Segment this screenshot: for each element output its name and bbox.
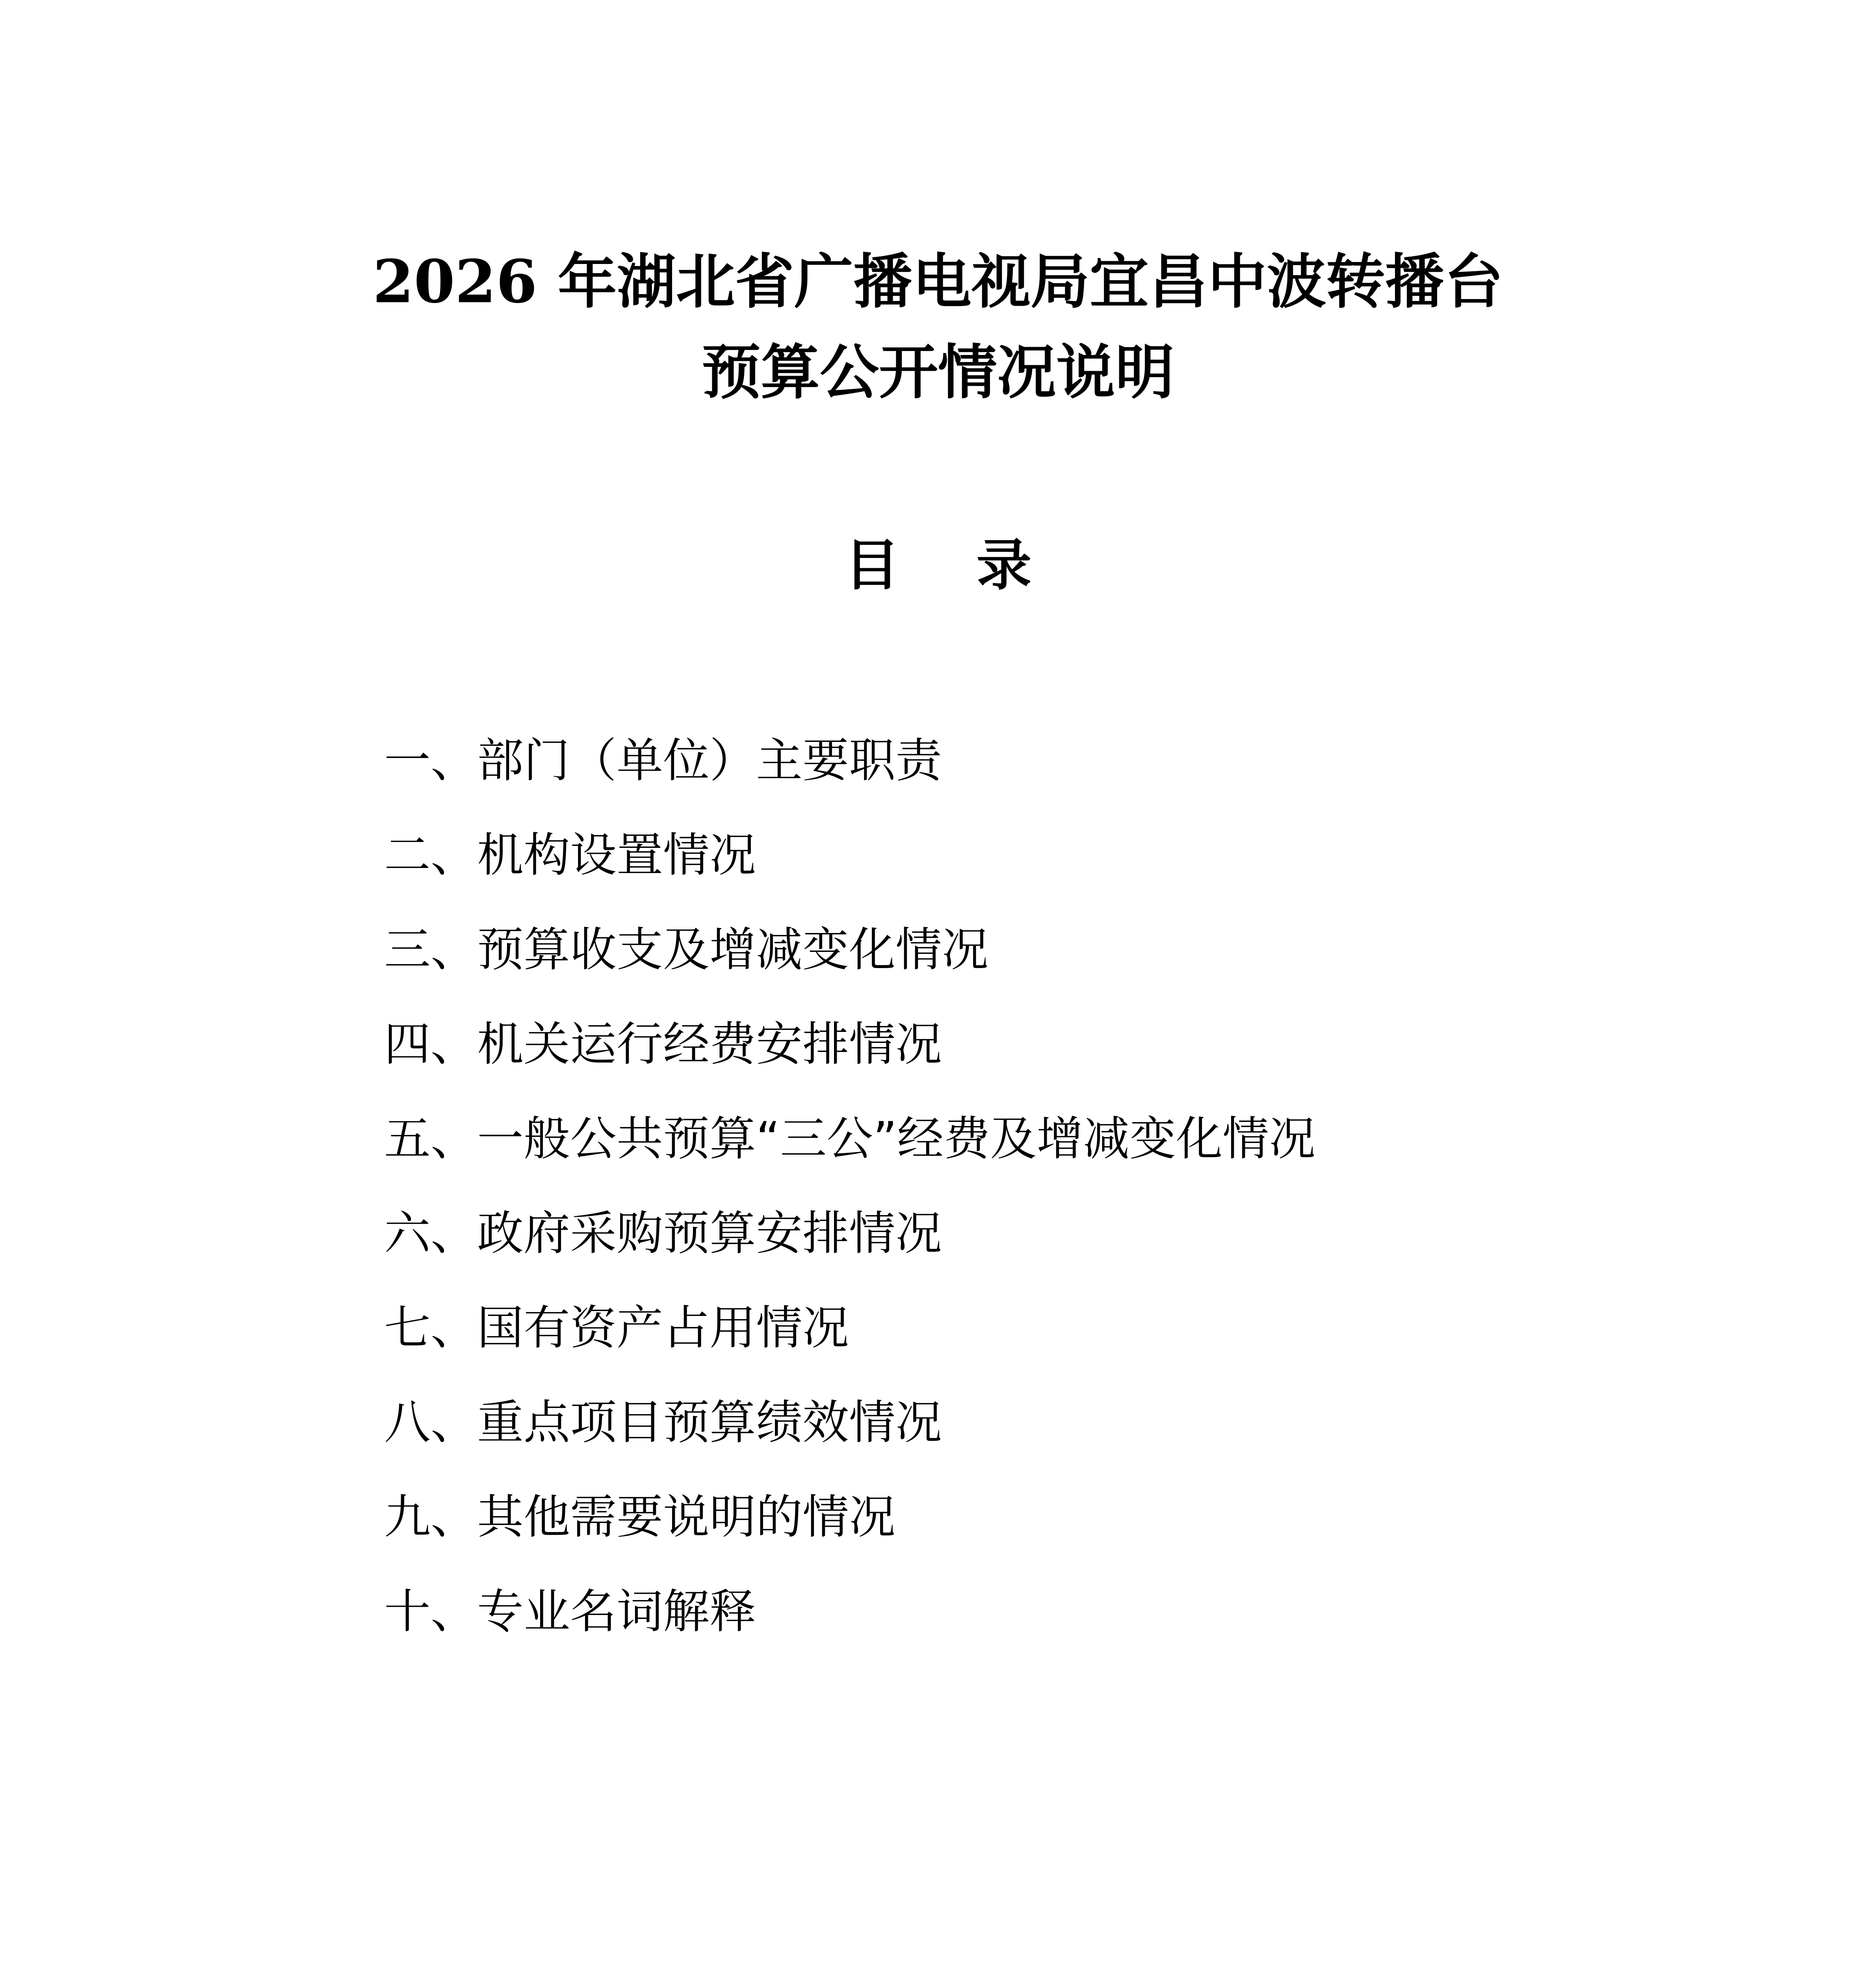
toc-item-procurement[interactable]: 六、政府采购预算安排情况	[384, 1206, 942, 1260]
toc-item-operating-funds[interactable]: 四、机关运行经费安排情况	[384, 1017, 942, 1071]
toc-item-three-public-expenses[interactable]: 五、一般公共预算“三公”经费及增减变化情况	[384, 1111, 1316, 1166]
table-of-contents	[384, 731, 1315, 1676]
toc-item-performance[interactable]: 八、重点项目预算绩效情况	[384, 1395, 942, 1450]
document-title-line-2: 预算公开情况说明	[701, 338, 1174, 407]
toc-item-responsibilities[interactable]: 一、部门（单位）主要职责	[384, 733, 942, 788]
toc-item-organization[interactable]: 二、机构设置情况	[384, 828, 756, 882]
toc-heading: 目 录	[844, 533, 1032, 598]
document-title-line-1: 2026 年湖北省广播电视局宜昌中波转播台	[373, 247, 1503, 316]
toc-item-state-assets[interactable]: 七、国有资产占用情况	[384, 1301, 849, 1355]
toc-item-glossary[interactable]: 十、专业名词解释	[384, 1584, 756, 1639]
toc-item-other-notes[interactable]: 九、其他需要说明的情况	[384, 1490, 896, 1544]
toc-item-budget-changes[interactable]: 三、预算收支及增减变化情况	[384, 922, 989, 977]
